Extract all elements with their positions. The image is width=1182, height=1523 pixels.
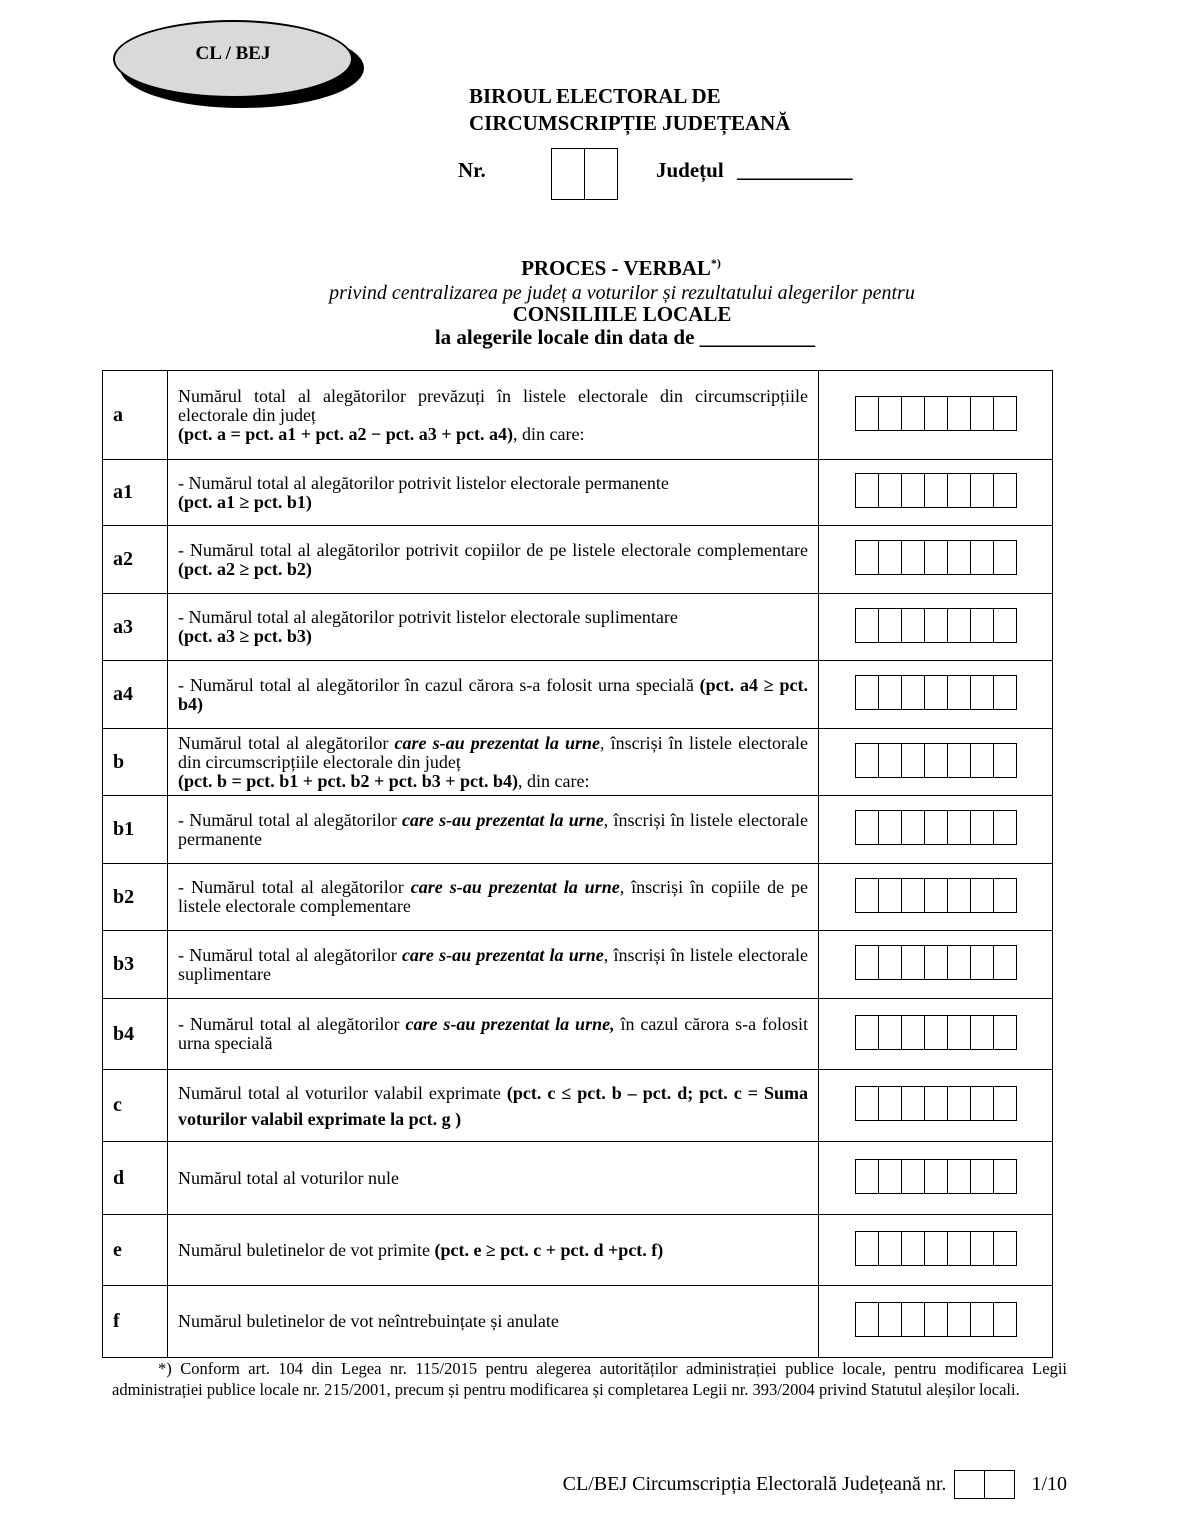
document-subtitle: privind centralizarea pe județ a voturilor și rezultatului alegerilor pentru — [329, 282, 915, 304]
document-title-text: PROCES - VERBAL — [521, 256, 711, 280]
nr-label: Nr. — [458, 158, 486, 182]
date-label: la alegerile locale din data de — [434, 325, 695, 349]
digit-boxes[interactable] — [855, 608, 1017, 643]
row-code: b1 — [103, 796, 168, 864]
digit-boxes[interactable] — [855, 1086, 1017, 1121]
digit-boxes[interactable] — [855, 396, 1017, 431]
table-row — [103, 796, 1053, 864]
row-code: a3 — [103, 594, 168, 661]
digit-boxes[interactable] — [855, 473, 1017, 508]
footer-number-boxes[interactable] — [954, 1470, 1015, 1499]
digit-boxes[interactable] — [855, 743, 1017, 778]
row-code: a4 — [103, 661, 168, 729]
footer-label: CL/BEJ Circumscripția Electorală Județeană nr. — [562, 1473, 947, 1495]
document-title — [0, 256, 1182, 281]
digit-boxes[interactable] — [855, 1302, 1017, 1337]
row-description: Numărul total al alegătorilor care s-au prezentat la urne, înscriși în listele electorale din circumscripțiile electorale din județ (pct. b = pct. b1 + pct. b2 + pct. b3 + pct. b4), din care: — [168, 729, 819, 796]
row-description: Numărul total al voturilor valabil exprimate (pct. c ≤ pct. b – pct. d; pct. c = Suma voturilor valabil exprimate la pct. g ) — [168, 1070, 819, 1142]
row-code: a — [103, 371, 168, 460]
row-code: a1 — [103, 460, 168, 526]
table-row — [103, 1215, 1053, 1286]
digit-boxes[interactable] — [855, 1015, 1017, 1050]
badge-label: CL / BEJ — [195, 43, 271, 64]
header-line-2: CIRCUMSCRIPȚIE JUDEȚEANĂ — [469, 111, 791, 135]
row-description: - Numărul total al alegătorilor care s-au prezentat la urne, înscriși în listele electorale suplimentare — [168, 931, 819, 999]
table-row — [103, 729, 1053, 796]
row-code: d — [103, 1142, 168, 1215]
table-row — [103, 864, 1053, 931]
row-code: a2 — [103, 526, 168, 594]
table-row — [103, 931, 1053, 999]
table-row — [103, 1070, 1053, 1142]
table-row — [103, 460, 1053, 526]
table-row — [103, 999, 1053, 1070]
row-description: Numărul buletinelor de vot primite (pct. e ≥ pct. c + pct. d +pct. f) — [168, 1215, 819, 1286]
digit-boxes[interactable] — [855, 1159, 1017, 1194]
document-subject: CONSILIILE LOCALE — [512, 302, 732, 326]
judet-label: Județul — [656, 158, 724, 182]
judet-field[interactable] — [656, 158, 852, 183]
nr-input-boxes[interactable] — [551, 148, 618, 200]
row-code: f — [103, 1286, 168, 1358]
results-table — [102, 370, 1053, 1358]
row-code: b4 — [103, 999, 168, 1070]
digit-boxes[interactable] — [855, 1231, 1017, 1266]
date-line — [0, 325, 1182, 350]
row-code: e — [103, 1215, 168, 1286]
digit-boxes[interactable] — [855, 540, 1017, 575]
row-description: - Numărul total al alegătorilor în cazul cărora s-a folosit urna specială (pct. a4 ≥ pct. b4) — [168, 661, 819, 729]
row-description: - Numărul total al alegătorilor care s-au prezentat la urne, înscriși în listele electorale permanente — [168, 796, 819, 864]
row-description: - Numărul total al alegătorilor care s-au prezentat la urne, în cazul cărora s-a folosit urna specială — [168, 999, 819, 1070]
page-footer — [563, 1470, 1067, 1499]
title-note: *) — [710, 256, 721, 270]
table-row — [103, 661, 1053, 729]
digit-boxes[interactable] — [855, 878, 1017, 913]
digit-boxes[interactable] — [855, 945, 1017, 980]
header-title — [469, 83, 790, 137]
digit-boxes[interactable] — [855, 675, 1017, 710]
table-row — [103, 371, 1053, 460]
table-row — [103, 526, 1053, 594]
row-code: b — [103, 729, 168, 796]
row-description: Numărul buletinelor de vot neîntrebuințate și anulate — [168, 1286, 819, 1358]
row-description: - Numărul total al alegătorilor potrivit listelor electorale permanente (pct. a1 ≥ pct. b1) — [168, 460, 819, 526]
row-code: b3 — [103, 931, 168, 999]
page-number: 1/10 — [1031, 1473, 1067, 1495]
table-row — [103, 594, 1053, 661]
table-row — [103, 1286, 1053, 1358]
row-description: - Numărul total al alegătorilor potrivit listelor electorale suplimentare (pct. a3 ≥ pct. b3) — [168, 594, 819, 661]
table-row — [103, 1142, 1053, 1215]
judet-blank[interactable]: ___________ — [736, 158, 853, 182]
header-line-1: BIROUL ELECTORAL DE — [469, 84, 721, 108]
row-description: - Numărul total al alegătorilor potrivit copiilor de pe listele electorale complementare (pct. a2 ≥ pct. b2) — [168, 526, 819, 594]
row-code: c — [103, 1070, 168, 1142]
row-code: b2 — [103, 864, 168, 931]
form-type-badge — [113, 20, 353, 98]
footnote: *) Conform art. 104 din Legea nr. 115/2015 pentru alegerea autorităților administrației publice locale, pentru modificarea Legii administrației publice locale nr. 215/2001, precum și pentru modificarea și completarea Legii nr. 393/2004 privind Statutul aleșilor locali. — [112, 1359, 1067, 1399]
row-description: - Numărul total al alegătorilor care s-au prezentat la urne, înscriși în copiile de pe listele electorale complementare — [168, 864, 819, 931]
row-description: Numărul total al alegătorilor prevăzuți în listele electorale din circumscripțiile electorale din județ (pct. a = pct. a1 + pct. a2 − pct. a3 + pct. a4), din care: — [168, 371, 819, 460]
row-description: Numărul total al voturilor nule — [168, 1142, 819, 1215]
date-blank[interactable]: ___________ — [699, 325, 816, 349]
digit-boxes[interactable] — [855, 810, 1017, 845]
